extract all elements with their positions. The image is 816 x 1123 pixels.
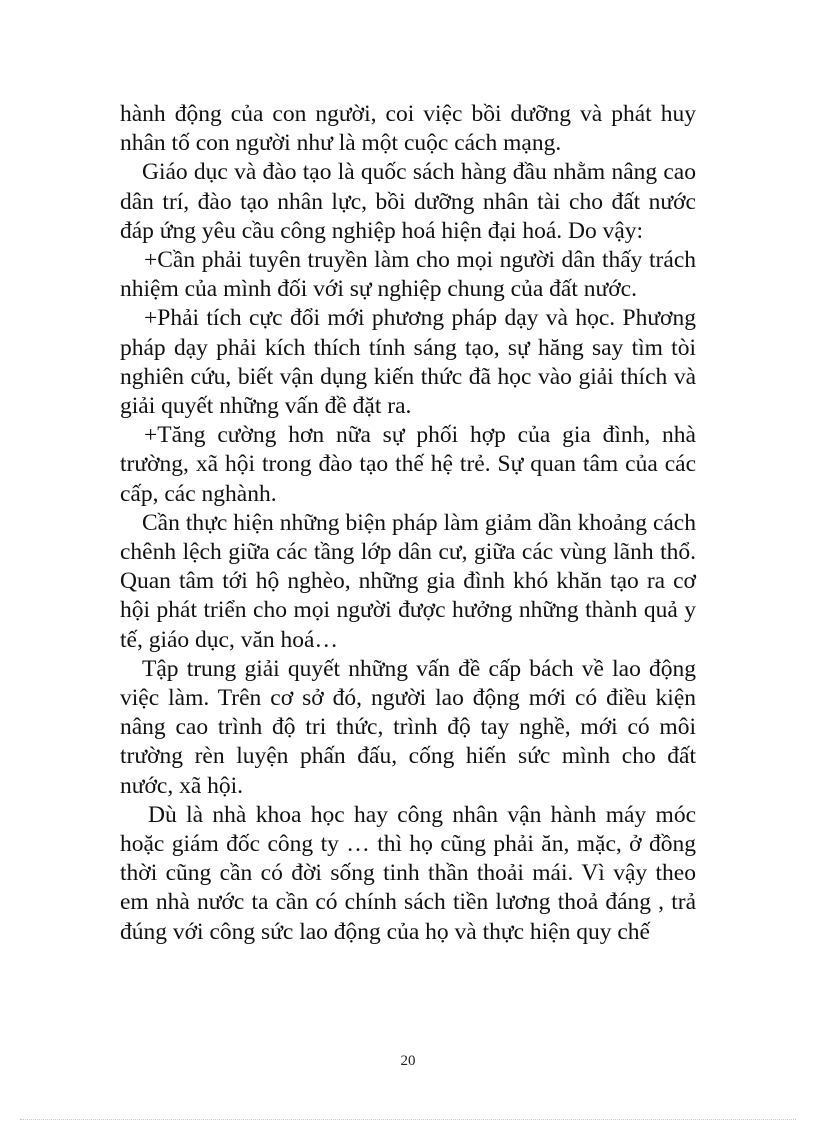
paragraph-teaching-methods: +Phải tích cực đổi mới phương pháp dạy và học. Phương pháp dạy phải kích thích tính sáng tạo, sự hăng say tìm tòi nghiên cứu, biết vận dụng kiến thức đã học vào giải thích và giải quyết những vấn đề đặt ra. [120,305,696,420]
page-bottom-edge [20,1119,796,1120]
paragraph-propaganda: +Cần phải tuyên truyền làm cho mọi người dân thấy trách nhiệm của mình đối với sự nghiệp chung của đất nước. [120,247,696,303]
body-text [120,100,696,947]
paragraph-continuation: hành động của con người, coi việc bồi dưỡng và phát huy nhân tố con người như là một cuộc cách mạng. [120,101,696,157]
paragraph-salary-policy: Dù là nhà khoa học hay công nhân vận hành máy móc hoặc giám đốc công ty … thì họ cũng phải ăn, mặc, ở đồng thời cũng cần có đời sống tinh thần thoải mái. Vì vậy theo em nhà nước ta cần có chính sách tiền lương thoả đáng , trả đúng với công sức lao động của họ và thực hiện quy chế [120,801,696,945]
paragraph-employment: Tập trung giải quyết những vấn đề cấp bách về lao động việc làm. Trên cơ sở đó, người lao động mới có điều kiện nâng cao trình độ tri thức, trình độ tay nghề, mới có môi trường rèn luyện phấn đấu, cống hiến sức mình cho đất nước, xã hội. [120,655,696,799]
page-number: 20 [400,1053,416,1069]
paragraph-education-policy: Giáo dục và đào tạo là quốc sách hàng đầu nhằm nâng cao dân trí, đào tạo nhân lực, bồi dưỡng nhân tài cho đất nước đáp ứng yêu cầu công nghiệp hoá hiện đại hoá. Do vậy: [120,159,696,244]
paragraph-reduce-gap: Cần thực hiện những biện pháp làm giảm dần khoảng cách chênh lệch giữa các tầng lớp dân cư, giữa các vùng lãnh thổ. Quan tâm tới hộ nghèo, những gia đình khó khăn tạo ra cơ hội phát triển cho mọi người được hưởng những thành quả y tế, giáo dục, văn hoá… [120,509,696,653]
paragraph-coordination: +Tăng cường hơn nữa sự phối hợp của gia đình, nhà trường, xã hội trong đào tạo thế hệ trẻ. Sự quan tâm của các cấp, các nghành. [120,422,696,507]
